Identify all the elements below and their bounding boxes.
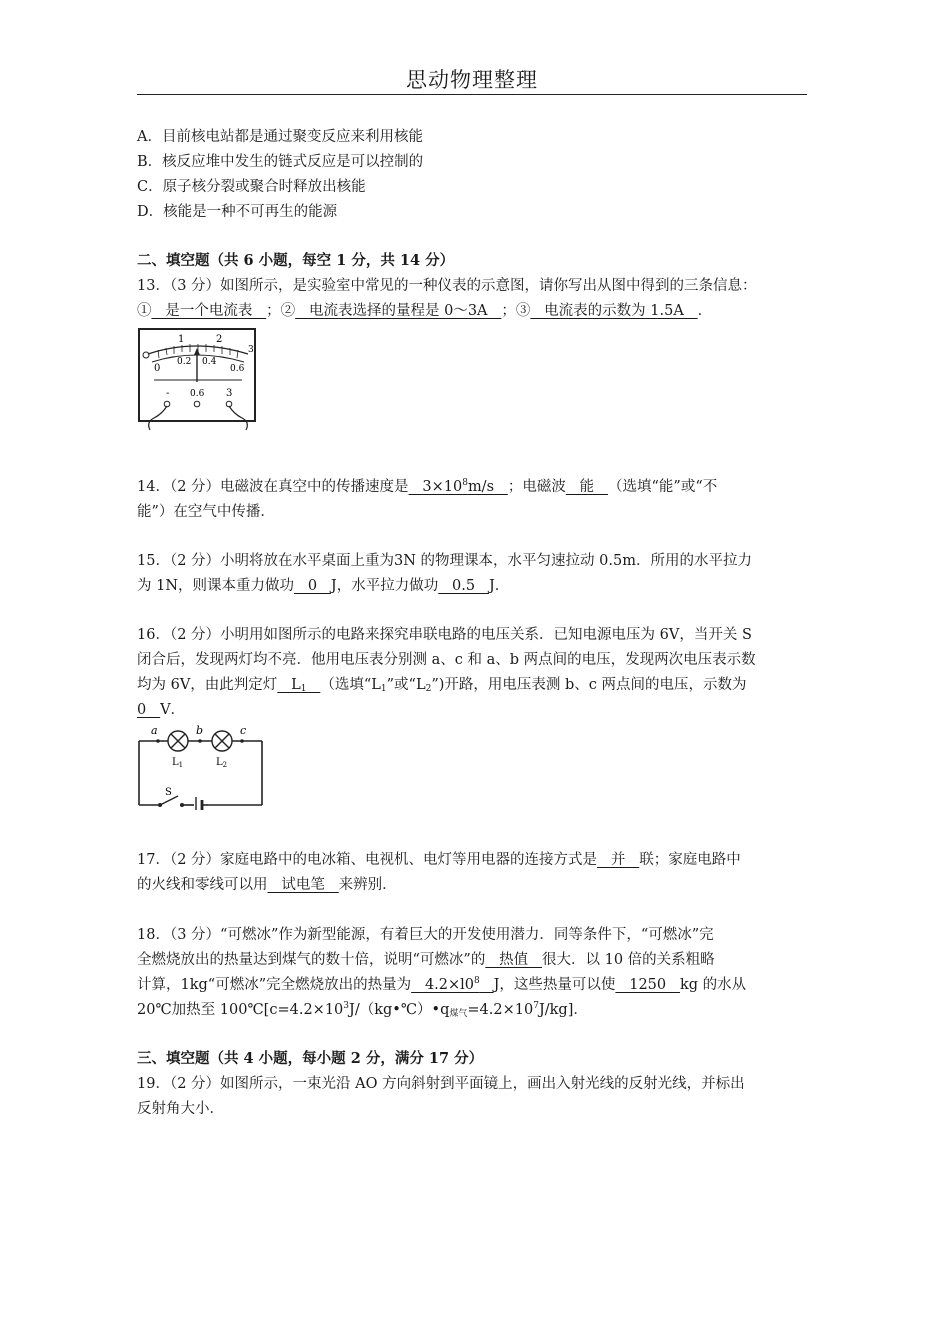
- q18-sub-gas: 煤气: [449, 1009, 468, 1019]
- meter-top-3: 3: [248, 345, 254, 355]
- q18-text-i: J/kg]．: [538, 1002, 588, 1018]
- q14-answer-1-unit: m/s: [467, 479, 508, 495]
- q19-line-1: 19．（2 分）如图所示，一束光沿 AO 方向斜射到平面镜上，画出入射光线的反射光线，并标出: [137, 1076, 745, 1092]
- q13-p2: ；②: [266, 303, 296, 319]
- q16-line-1: 16．（2 分）小明用如图所示的电路来探究串联电路的电压关系．已知电源电压为 6V，当开关 S: [137, 627, 752, 643]
- q18-line-1: 18．（3 分）“可燃冰”作为新型能源，有着巨大的开发使用潜力．同等条件下，“可燃冰”完: [137, 927, 714, 943]
- q17-line-1: [137, 850, 741, 870]
- node-a: [156, 739, 160, 743]
- q16-line-3: [137, 675, 747, 695]
- q16-answer-1-sub: 1: [300, 684, 307, 694]
- q18-line-4: [137, 1000, 588, 1020]
- q16-line-4: [137, 700, 185, 720]
- q16-text-c: ”或“L: [386, 677, 426, 693]
- meter-term-minus: -: [166, 388, 170, 399]
- q18-text-c: 计算，1kg“可燃冰”完全燃烧放出的热量为: [137, 977, 412, 993]
- q18-answer-1: 热值: [485, 952, 542, 968]
- label-l1: [172, 757, 183, 769]
- q18-text-a: 全燃烧放出的热量达到煤气的数十倍，说明“可燃冰”的: [137, 952, 486, 968]
- label-c: c: [240, 724, 247, 737]
- q18-text-f: 20℃加热至 100℃[c=4.2×10: [137, 1002, 344, 1018]
- q15-line-2: [137, 576, 509, 596]
- q18-line-2: [137, 950, 715, 970]
- label-l2: [216, 757, 227, 769]
- q16-text-a: 均为 6V，由此判定灯: [137, 677, 278, 693]
- ammeter-pointer-tip: [194, 348, 200, 355]
- q14-text-a: 14．（2 分）电磁波在真空中的传播速度是: [137, 479, 409, 495]
- q18-answer-2-pad: [480, 977, 494, 993]
- q14-line-1: [137, 477, 717, 497]
- meter-bot-06: 0.6: [230, 364, 245, 374]
- q16-text-c-sub: 2: [425, 684, 432, 694]
- header-title: 思动物理整理: [406, 68, 538, 92]
- label-l2-sub: 2: [222, 761, 228, 769]
- wire-right: [229, 406, 247, 430]
- circuit-figure: [136, 724, 266, 810]
- q18-answer-2: [411, 977, 493, 993]
- q13-answer-3: 电流表的示数为 1.5A: [530, 303, 698, 319]
- q13-answers: [137, 301, 712, 321]
- q19-line-2: 反射角大小．: [137, 1101, 224, 1117]
- ammeter-figure: [136, 326, 260, 434]
- q18-text-h: =4.2×10: [467, 1002, 534, 1018]
- option-b: B．核反应堆中发生的链式反应是可以控制的: [137, 154, 424, 170]
- q14-line-2: 能”）在空气中传播．: [137, 504, 275, 520]
- q17-text-d: 来辨别．: [338, 877, 397, 893]
- q16-answer-2: 0: [137, 702, 161, 718]
- label-a: a: [151, 724, 158, 737]
- q18-text-g: J/（kg•℃）•q: [349, 1002, 450, 1018]
- q16-answer-1: [277, 677, 320, 693]
- q18-answer-2-base: 4.2×l0: [411, 977, 475, 993]
- terminal-3: [226, 401, 232, 407]
- q13-end: ．: [697, 303, 713, 319]
- q13-answer-2: 电流表选择的量程是 0～3A: [295, 303, 502, 319]
- section-2-title: 二、填空题（共 6 小题，每空 1 分，共 14 分）: [137, 252, 455, 269]
- q14-text-b: ；电磁波: [507, 479, 566, 495]
- q18-sup-2: 7: [533, 1001, 539, 1011]
- q13-answer-1: 是一个电流表: [151, 303, 267, 319]
- q17-line-2: [137, 875, 397, 895]
- q16-text-b: （选填“L: [320, 677, 381, 693]
- ammeter-lower-arc: [152, 355, 244, 362]
- q17-answer-2: 试电笔: [267, 877, 339, 893]
- node-c: [240, 739, 244, 743]
- q17-text-a: 17．（2 分）家庭电路中的电冰箱、电视机、电灯等用电器的连接方式是: [137, 852, 598, 868]
- q13-p1: ①: [137, 303, 152, 319]
- q16-line-2: 闭合后，发现两灯均不亮．他用电压表分别测 a、c 和 a、b 两点间的电压，发现两次电压表示数: [137, 652, 756, 668]
- q14-text-c: （选填“能”或“不: [608, 479, 718, 495]
- q18-sup-1: 3: [343, 1001, 349, 1011]
- label-b: b: [196, 724, 204, 737]
- wire-left: [149, 406, 167, 430]
- q15-line-1: 15．（2 分）小明将放在水平桌面上重为3N 的物理课本，水平匀速拉动 0.5m．所用的水平拉力: [137, 553, 752, 569]
- meter-bot-02: 0.2: [177, 357, 192, 367]
- terminal-06: [194, 401, 200, 407]
- meter-term-3: 3: [226, 388, 233, 399]
- meter-top-2: 2: [216, 334, 223, 345]
- q16-text-d: ”)开路，用电压表测 b、c 两点间的电压，示数为: [431, 677, 747, 693]
- q16-answer-1-pad: [307, 677, 321, 693]
- ammeter-left-screw: [143, 352, 149, 358]
- q13-p3: ；③: [501, 303, 531, 319]
- section-3-title: 三、填空题（共 4 小题，每小题 2 分，满分 17 分）: [137, 1050, 484, 1067]
- q18-text-b: 很大．以 10 倍的关系粗略: [541, 952, 715, 968]
- q15-text-a: 为 1N，则课本重力做功: [137, 578, 295, 594]
- meter-bot-0: 0: [154, 363, 161, 374]
- q17-answer-1: 并: [597, 852, 640, 868]
- q13-text: 13．（3 分）如图所示，是实验室中常见的一种仪表的示意图，请你写出从图中得到的三条信息：: [137, 278, 757, 294]
- q16-answer-1-base: L: [277, 677, 301, 693]
- q14-answer-1-exp: 8: [462, 478, 468, 488]
- q17-text-c: 的火线和零线可以用: [137, 877, 268, 893]
- q18-text-d: J，这些热量可以使: [493, 977, 616, 993]
- page-header: [137, 64, 807, 95]
- q15-text-b: J，水平拉力做功: [330, 578, 439, 594]
- q15-text-c: J．: [488, 578, 510, 594]
- q18-answer-3: 1250: [615, 977, 680, 993]
- node-b: [198, 739, 202, 743]
- q18-answer-2-exp: 8: [474, 976, 480, 986]
- q16-text-e: V．: [160, 702, 186, 718]
- label-l2-letter: L: [216, 757, 223, 768]
- meter-bot-04: 0.4: [202, 357, 217, 367]
- q17-text-b: 联；家庭电路中: [639, 852, 741, 868]
- label-s: S: [165, 787, 172, 798]
- q15-answer-1: 0: [294, 578, 331, 594]
- q16-text-b-sub: 1: [380, 684, 387, 694]
- label-l1-sub: 1: [178, 761, 184, 769]
- meter-term-06: 0.6: [190, 389, 205, 399]
- meter-top-1: 1: [178, 334, 185, 345]
- lamp-l2-icon: [212, 731, 232, 751]
- battery-icon: [196, 797, 208, 810]
- label-l1-letter: L: [172, 757, 179, 768]
- q15-answer-2: 0.5: [438, 578, 489, 594]
- q18-line-3: [137, 975, 746, 995]
- q14-answer-1-base: 3×10: [408, 479, 463, 495]
- option-a: A．目前核电站都是通过聚变反应来利用核能: [137, 129, 423, 145]
- q14-answer-1: [409, 479, 508, 495]
- switch-icon: [158, 796, 194, 807]
- option-c: C．原子核分裂或聚合时释放出核能: [137, 179, 366, 195]
- lamp-l1-icon: [168, 731, 188, 751]
- option-d: D．核能是一种不可再生的能源: [137, 204, 338, 220]
- terminal-minus: [164, 401, 170, 407]
- q18-text-e: kg 的水从: [679, 977, 747, 993]
- q14-answer-2: 能: [565, 479, 608, 495]
